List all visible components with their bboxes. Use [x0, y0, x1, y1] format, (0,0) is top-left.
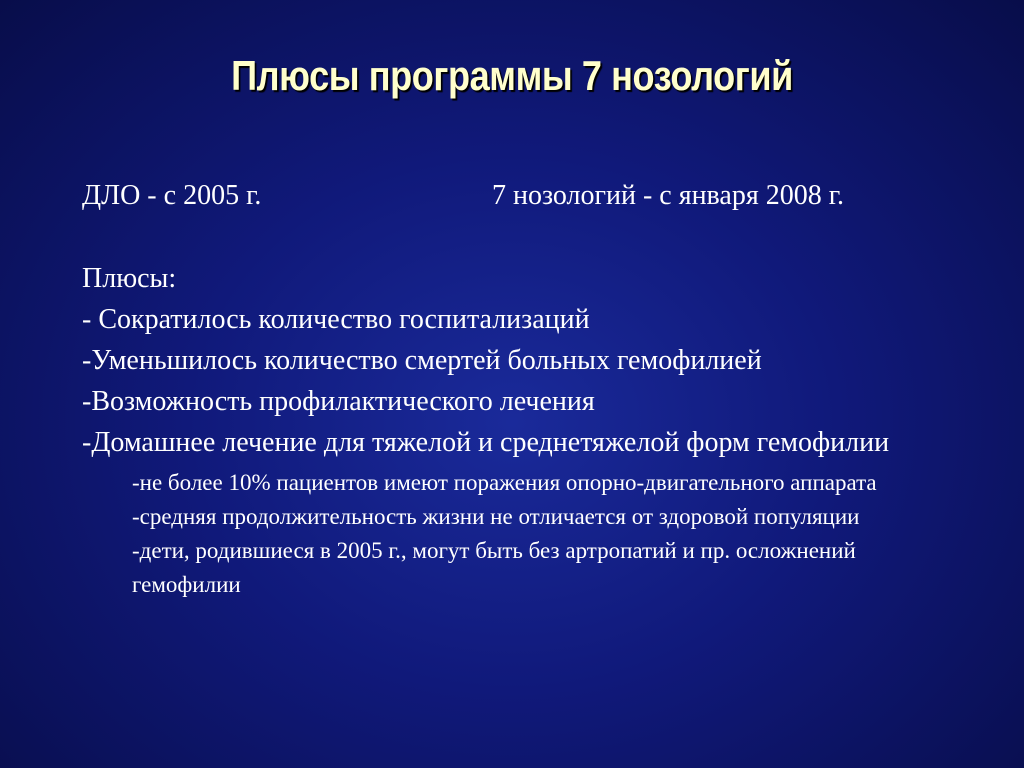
outcome-item-children: -дети, родившиеся в 2005 г., могут быть без артропатий и пр. осложнений гемофилии — [132, 538, 856, 597]
benefit-item-deaths: -Уменьшилось количество смертей больных гемофилией — [82, 345, 762, 376]
benefit-item-home-treatment: -Домашнее лечение для тяжелой и среднетяжелой форм гемофилии — [82, 427, 890, 458]
dlo-date: ДЛО - с 2005 г. — [82, 180, 262, 211]
benefits-block — [82, 258, 962, 602]
outcome-item-musculoskeletal: -не более 10% пациентов имеют поражения опорно-двигательного аппарата — [132, 470, 877, 495]
nosology-date: 7 нозологий - с января 2008 г. — [492, 180, 845, 211]
slide-title: Плюсы программы 7 нозологий — [231, 52, 793, 99]
home-treatment-outcomes — [132, 466, 962, 602]
benefit-item-prophylaxis: -Возможность профилактического лечения — [82, 386, 595, 417]
benefits-label: Плюсы: — [82, 263, 177, 294]
benefit-item-hospitalizations: - Сократилось количество госпитализаций — [82, 304, 590, 335]
outcome-item-life-expectancy: -средняя продолжительность жизни не отличается от здоровой популяции — [132, 504, 860, 529]
